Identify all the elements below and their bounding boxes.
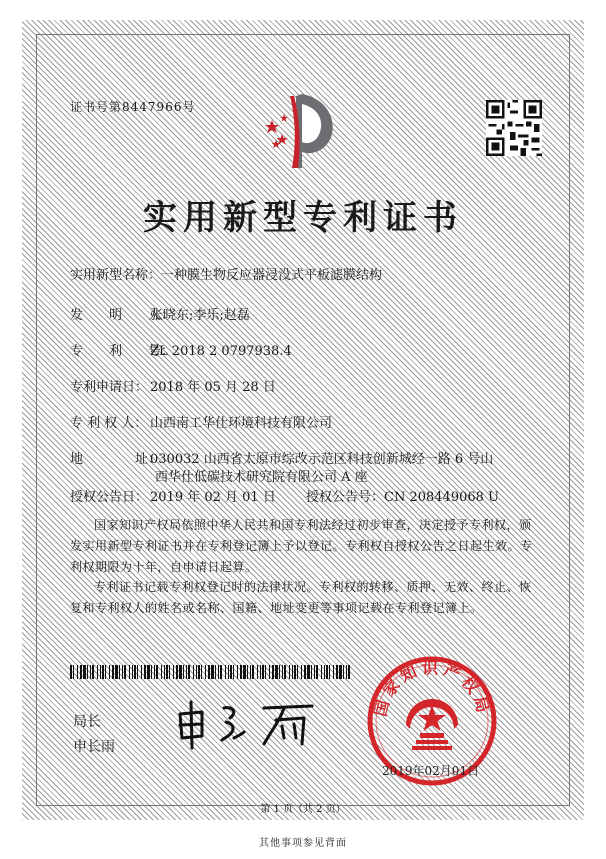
inventor-row: 发 明 人：张晓东;李乐;赵磊	[70, 308, 250, 323]
certificate-number: 证书号第8447966号	[70, 100, 196, 114]
footer-note: 其他事项参见背面	[259, 838, 347, 849]
director-signature	[172, 700, 322, 750]
filing-date-row: 专利申请日： 2018 年 05 月 28 日	[70, 380, 276, 395]
cnipa-logo-icon	[262, 90, 340, 170]
grant-publication-row: 授权公告号：CN 208449068 U	[306, 490, 499, 505]
page-indicator: 第 1 页（共 2 页）	[260, 804, 346, 815]
director-title: 局长	[73, 714, 101, 730]
barcode-icon	[70, 665, 352, 679]
address-line2: 西华仕低碳技术研究院有限公司 A 座	[155, 470, 368, 485]
director-name: 申长雨	[73, 739, 115, 755]
patent-number-row: 专 利 号：ZL 2018 2 0797938.4	[70, 344, 292, 359]
qr-code-icon	[486, 100, 542, 156]
grant-date-row: 授权公告日： 2019 年 02 月 01 日	[70, 490, 276, 505]
statement-paragraph-2: 专利证书记载专利权登记时的法律状况。专利权的转移、质押、无效、终止、恢复和专利权人的姓名或名称、国籍、地址变更等事项记载在专利登记簿上。	[70, 580, 532, 615]
page-title: 实用新型专利证书	[143, 198, 463, 238]
svg-text:国家知识产权局: 国家知识产权局	[370, 658, 494, 719]
utility-model-name-row: 实用新型名称：一种膜生物反应器浸没式平板滤膜结构	[70, 268, 383, 283]
statement-paragraph-1: 国家知识产权局依照中华人民共和国专利法经过初步审查，决定授予专利权，颁发实用新型专利证书并在专利登记簿上予以登记。专利权自授权公告之日起生效。专利权期限为十年，自申请日起算。	[70, 518, 533, 574]
address-row: 地 址：030032 山西省太原市综改示范区科技创新城经一路 6 号山	[70, 452, 494, 467]
seal-date: 2019年02月01日	[382, 764, 480, 778]
patentee-row: 专 利 权 人： 山西南工华仕环境科技有限公司	[70, 416, 333, 431]
